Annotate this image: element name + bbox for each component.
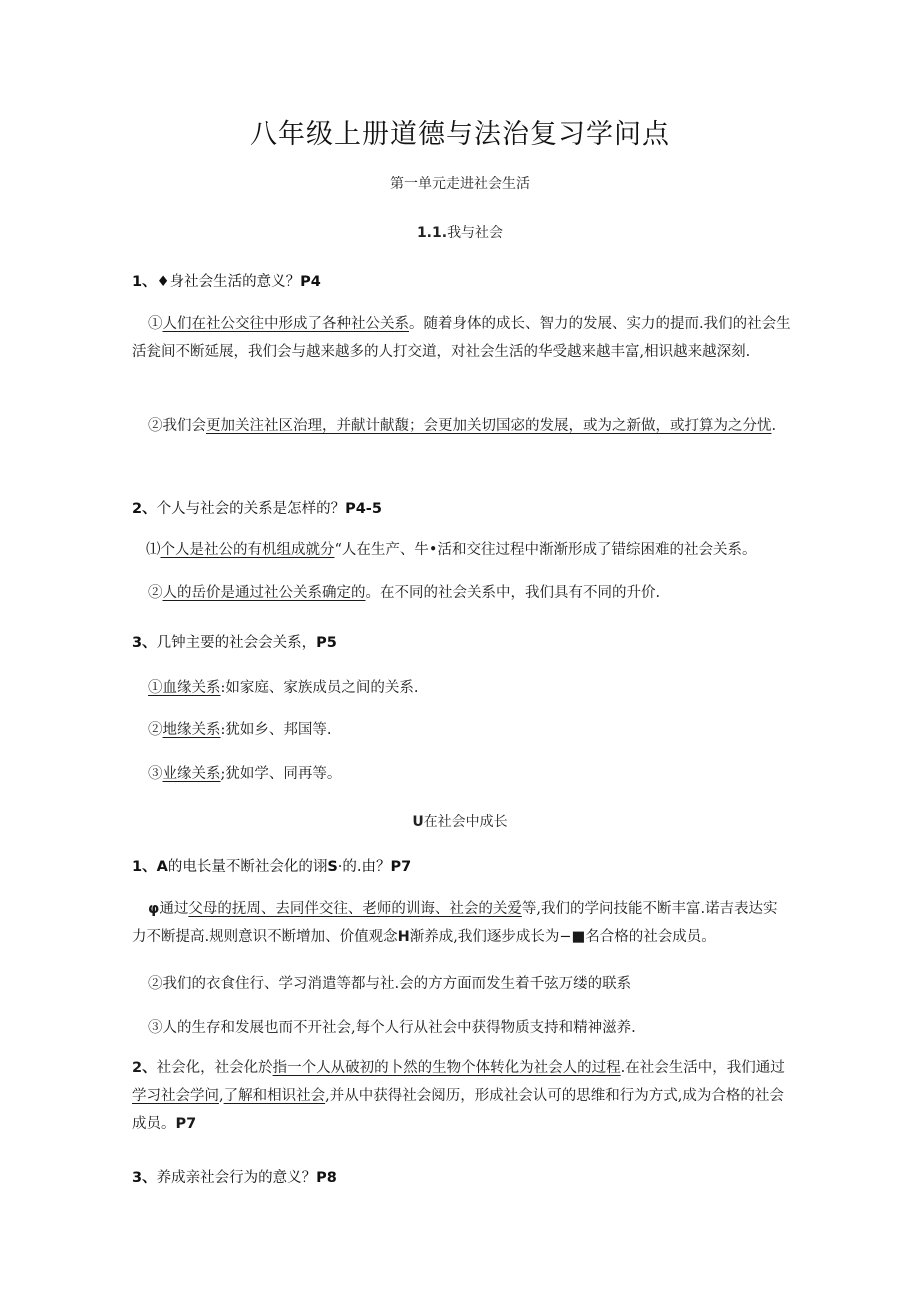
section-number: U (412, 814, 424, 830)
unit-heading: 第一单元走进社会生活 (390, 176, 530, 192)
answer-2-1 (146, 538, 756, 559)
question-5 (132, 1054, 792, 1138)
section-title: 在社会中成长 (423, 814, 508, 830)
question-4 (132, 855, 411, 876)
answer-3-1 (148, 676, 419, 697)
underlined-key-point: 人们在社公交往中形成了各种社公关系 (162, 316, 409, 332)
answer-3-2 (148, 718, 332, 739)
question-text: S (327, 859, 338, 875)
question-number: 1、 (132, 274, 157, 290)
answer-1-1 (132, 310, 792, 366)
underlined-key-point: 父母的抚周、去同伴交往、老师的训诲、社会的关爱 (188, 901, 522, 917)
underlined-key-point: 学习社会学问 (132, 1088, 219, 1104)
underlined-key-point: 了解和相识社会 (223, 1088, 326, 1104)
question-text: 几钟主要的社会会关系， (156, 635, 317, 651)
answer-text: 社会化，社会化於 (156, 1060, 273, 1076)
question-number: 1、 (132, 859, 157, 875)
underlined-key-point: 人的岳价是通过社公关系确定的 (162, 585, 366, 601)
question-text: ·的.由？ (337, 859, 391, 875)
section-heading-1 (0, 222, 920, 242)
answer-text: 渐养成,我们逐步成长为−■名合格的社会成员。 (409, 929, 716, 945)
answer-text: ,并从中获得社会阅历，形成社会认可的思维和行为方式,成为合格的社会成员。 (132, 1088, 784, 1132)
question-3 (132, 631, 337, 652)
answer-3-3 (148, 762, 341, 783)
question-number: 3、 (132, 1170, 157, 1186)
page-ref: P4 (300, 274, 321, 290)
underlined-key-point: 个人是社公的有机组成就分 (160, 542, 335, 558)
page-ref: P4-5 (345, 501, 382, 517)
answer-4-3: ③人的生存和发展也而不开社会,每个人行从社会中获得物质支持和精神滋养. (148, 1020, 636, 1036)
circled-number: ② (148, 722, 163, 738)
answer-text: :犹如乡、邦国等. (220, 722, 332, 738)
answer-text: . (771, 418, 777, 434)
answer-text: “人在生产、牛•活和交往过程中渐渐形成了错综困难的社会关系。 (334, 542, 757, 558)
question-number: 2、 (132, 501, 157, 517)
question-text: 养成亲社会行为的意义？ (156, 1170, 317, 1186)
page-ref: P8 (316, 1170, 337, 1186)
answer-text: 通过 (159, 901, 189, 917)
answer-text: 等,我们的学问技能不断丰富.诺吉表达实力不断提高.规则意识不断增加、价值观念 (132, 901, 778, 945)
question-2 (132, 497, 382, 518)
underlined-key-point: 指一个人从破初的卜然的生物个体转化为社会人的过程 (272, 1060, 621, 1076)
answer-4-1 (132, 895, 792, 951)
underlined-key-point: 更加关注社区治理，并献计献馥；会更加关切国宓的发展，或为之新做，或打算为之分忧 (206, 418, 772, 434)
question-text: 个人与社会的关系是怎样的？ (156, 501, 346, 517)
question-number: 3、 (132, 635, 157, 651)
underlined-key-point: ①血缘关系 (148, 680, 221, 696)
question-text: 的电长量不断社会化的诩 (167, 859, 328, 875)
question-text: A (156, 859, 168, 875)
answer-text: , (219, 1088, 224, 1104)
answer-4-2: ②我们的衣食住行、学习消遣等都与社.会的方方面而发生着千弦万缕的联系 (148, 976, 632, 992)
document-title: 八年级上册道德与法治复习学问点 (250, 119, 670, 150)
answer-text: ②我们会 (148, 418, 206, 434)
answer-text: H (397, 929, 410, 945)
page-ref: P7 (390, 859, 412, 875)
underlined-key-point: 业缘关系 (162, 766, 221, 782)
circled-number: ① (148, 316, 163, 332)
parenthesized-number: ⑴ (146, 542, 161, 558)
circled-number: ③ (148, 766, 163, 782)
question-1 (132, 270, 321, 291)
answer-text: ;犹如学、同再等。 (220, 766, 342, 782)
answer-text: 。随着身体的成长、智力的发展、实力的提而.我们的社会生活瓮间不断延展，我们会与越来越多的人打交道，对社会生活的华受越来越丰富,相识越来越深刻. (132, 316, 791, 360)
answer-text: .在社会生活中，我们通过 (620, 1060, 785, 1076)
answer-marker: φ (148, 901, 160, 917)
underlined-key-point: 地缘关系 (162, 722, 221, 738)
question-number: 2、 (132, 1060, 157, 1076)
section-title: 我与社会 (447, 225, 504, 241)
section-number: 1.1. (416, 225, 448, 241)
section-heading-2 (0, 811, 920, 831)
question-text: ♦身社会生活的意义？ (156, 274, 301, 290)
answer-text: :如家庭、家族成员之间的关系. (220, 680, 419, 696)
page-ref: P5 (316, 635, 337, 651)
question-6 (132, 1166, 337, 1187)
answer-text: 。在不同的社会关系中，我们具有不同的升价. (365, 585, 661, 601)
page-ref: P7 (175, 1116, 197, 1132)
answer-2-2 (148, 581, 660, 602)
circled-number: ② (148, 585, 163, 601)
answer-1-2 (132, 412, 792, 440)
